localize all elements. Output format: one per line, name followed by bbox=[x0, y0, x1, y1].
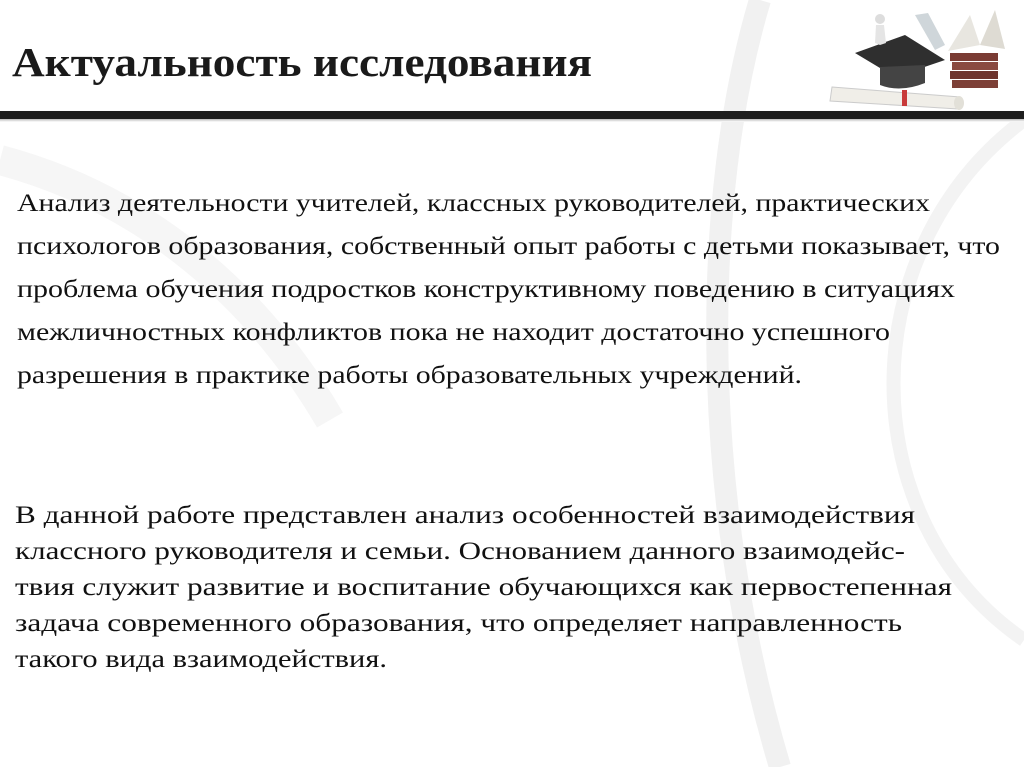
text-line: Анализ деятельности учителей, классных руководителей, практических bbox=[17, 190, 930, 217]
diploma-scroll-icon bbox=[830, 87, 964, 110]
text-line: психологов образования, собственный опыт работы с детьми показывает, что bbox=[17, 233, 1000, 260]
graduation-cap-icon bbox=[855, 13, 945, 89]
text-line: межличностных конфликтов пока не находит достаточно успешного bbox=[17, 319, 890, 346]
text-line: твия служит развитие и воспитание обучающихся как первостепенная bbox=[15, 574, 952, 601]
text-line: такого вида взаимодействия. bbox=[15, 646, 387, 673]
text-line: проблема обучения подростков конструктивному поведению в ситуациях bbox=[17, 276, 956, 303]
title-underline bbox=[0, 111, 1024, 119]
text-line: задача современного образования, что определяет направленность bbox=[15, 610, 902, 637]
slide-title: Актуальность исследования bbox=[12, 39, 592, 85]
text-line: В данной работе представлен анализ особенностей взаимодействия bbox=[15, 502, 915, 529]
text-line: разрешения в практике работы образовательных учреждений. bbox=[17, 362, 802, 389]
graduation-books-illustration bbox=[820, 5, 1010, 115]
figure-icon bbox=[875, 14, 886, 45]
text-line: классного руководителя и семьи. Основанием данного взаимодейс- bbox=[15, 538, 905, 565]
title-underline-shadow bbox=[0, 119, 1024, 122]
book-stack-icon bbox=[948, 10, 1005, 88]
